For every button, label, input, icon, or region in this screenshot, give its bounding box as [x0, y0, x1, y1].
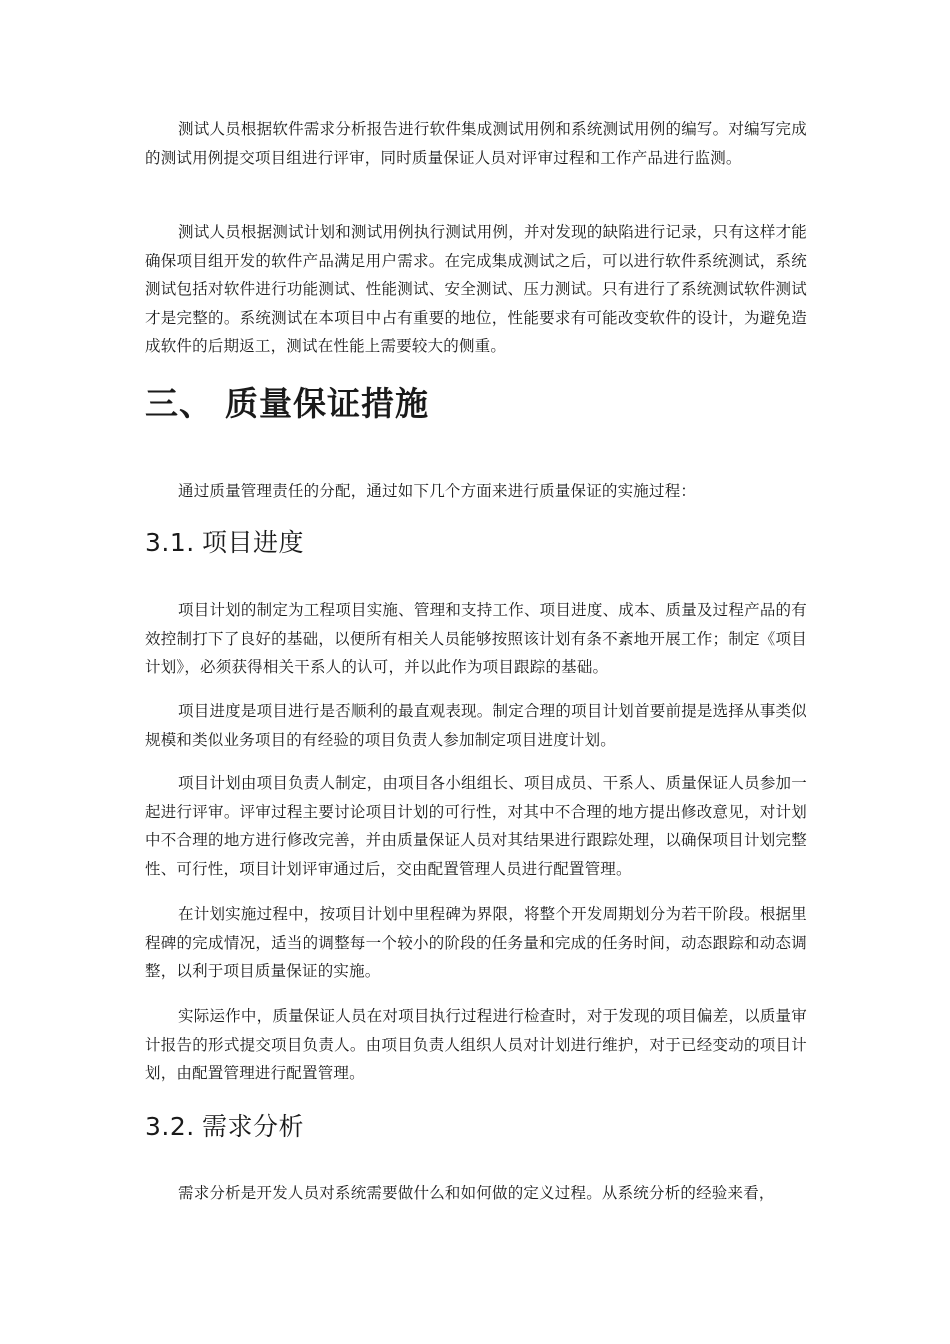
- section-3-2-heading: [145, 1110, 807, 1144]
- section-3-title: 质量保证措施: [225, 384, 429, 423]
- section-3-1-paragraph-4: 在计划实施过程中，按项目计划中里程碑为界限，将整个开发周期划分为若干阶段。根据里程碑的完成情况，适当的调整每一个较小的阶段的任务量和完成的任务时间，动态跟踪和动态调整，以利于项目质量保证的实施。: [145, 905, 807, 980]
- section-3-1-title: 项目进度: [202, 528, 305, 557]
- section-3-heading: [145, 382, 807, 426]
- section-3-number: 三、: [145, 384, 213, 423]
- section-3-2-paragraph-1: 需求分析是开发人员对系统需要做什么和如何做的定义过程。从系统分析的经验来看，: [178, 1184, 775, 1202]
- section-3-1-paragraph-5: 实际运作中，质量保证人员在对项目执行过程进行检查时，对于发现的项目偏差，以质量审计报告的形式提交项目负责人。由项目负责人组织人员对计划进行维护，对于已经变动的项目计划，由配置管理进行配置管理。: [145, 1007, 807, 1082]
- section-3-1-paragraph-2: 项目进度是项目进行是否顺利的最直观表现。制定合理的项目计划首要前提是选择从事类似规模和类似业务项目的有经验的项目负责人参加制定项目进度计划。: [145, 702, 807, 749]
- section-3-1-paragraph-1: 项目计划的制定为工程项目实施、管理和支持工作、项目进度、成本、质量及过程产品的有效控制打下了良好的基础，以便所有相关人员能够按照该计划有条不紊地开展工作；制定《项目计划》，必须获得相关干系人的认可，并以此作为项目跟踪的基础。: [145, 601, 807, 676]
- section-3-2-number: 3.2.: [145, 1112, 195, 1141]
- section-3-2-title: 需求分析: [202, 1112, 305, 1141]
- section-3-1-paragraph-3: 项目计划由项目负责人制定，由项目各小组组长、项目成员、干系人、质量保证人员参加一起进行评审。评审过程主要讨论项目计划的可行性，对其中不合理的地方提出修改意见，对计划中不合理的地方进行修改完善，并由质量保证人员对其结果进行跟踪处理，以确保项目计划完整性、可行性，项目计划评审通过后，交由配置管理人员进行配置管理。: [145, 774, 807, 878]
- paragraph-test-execution: 测试人员根据测试计划和测试用例执行测试用例，并对发现的缺陷进行记录，只有这样才能确保项目组开发的软件产品满足用户需求。在完成集成测试之后，可以进行软件系统测试，系统测试包括对软件进行功能测试、性能测试、安全测试、压力测试。只有进行了系统测试软件测试才是完整的。系统测试在本项目中占有重要的地位，性能要求有可能改变软件的设计，为避免造成软件的后期返工，测试在性能上需要较大的侧重。: [145, 223, 807, 355]
- section-3-1-heading: [145, 526, 807, 560]
- section-3-intro: 通过质量管理责任的分配，通过如下几个方面来进行质量保证的实施过程：: [178, 482, 697, 500]
- paragraph-test-case-writing: 测试人员根据软件需求分析报告进行软件集成测试用例和系统测试用例的编写。对编写完成的测试用例提交项目组进行评审，同时质量保证人员对评审过程和工作产品进行监测。: [145, 120, 807, 167]
- section-3-1-number: 3.1.: [145, 528, 195, 557]
